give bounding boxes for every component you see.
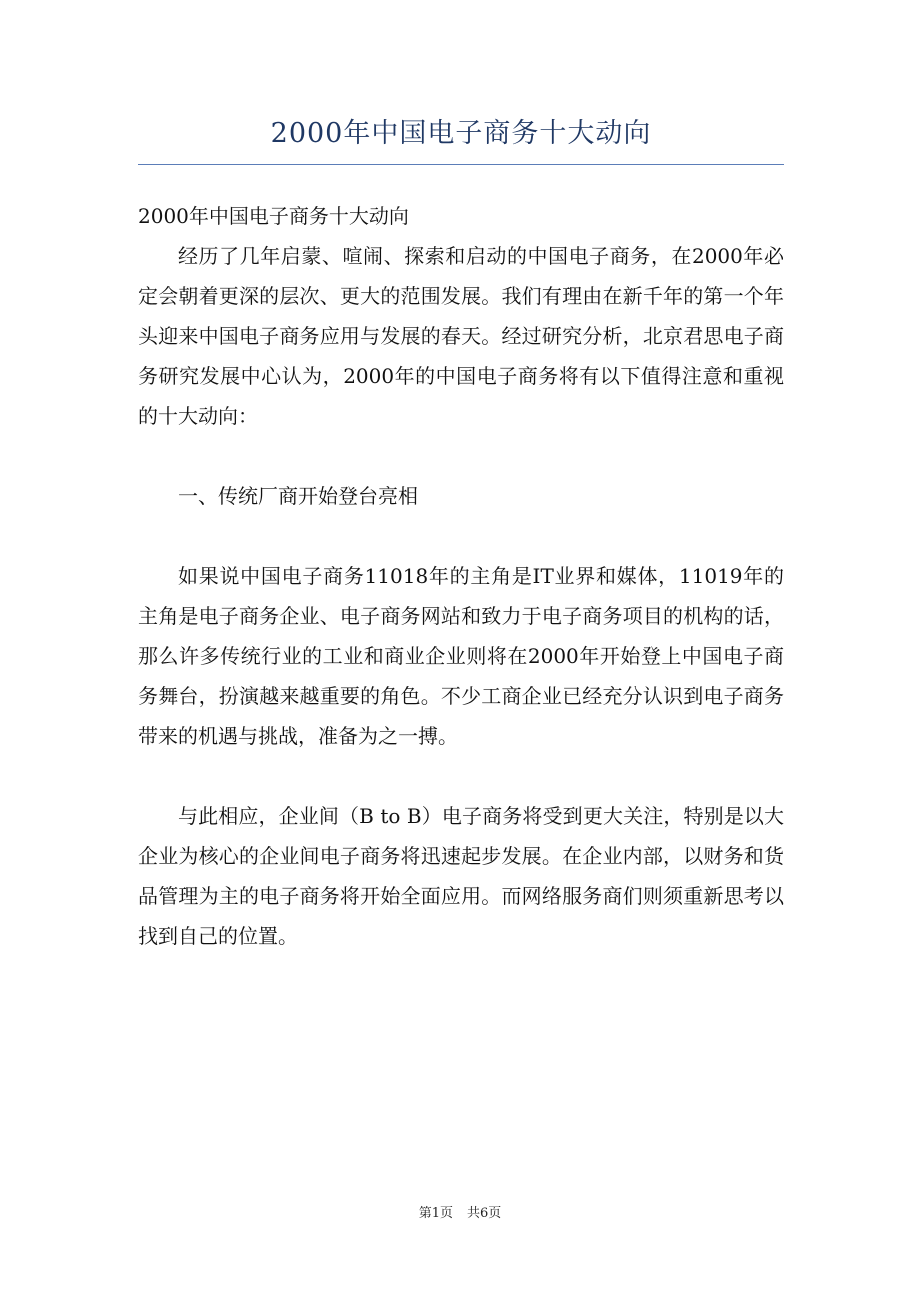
intro-paragraph: 经历了几年启蒙、喧闹、探索和启动的中国电子商务，在2000年必定会朝着更深的层次、更大的范围发展。我们有理由在新千年的第一个年头迎来中国电子商务应用与发展的春天。经过研究分析，北京君思电子商务研究发展中心认为，2000年的中国电子商务将有以下值得注意和重视的十大动向：	[138, 244, 784, 428]
page-footer	[0, 1204, 920, 1224]
spacer	[138, 516, 784, 556]
document-body	[138, 196, 784, 956]
spacer	[138, 756, 784, 796]
document-title: 2000年中国电子商务十大动向	[270, 118, 652, 149]
section1-paragraph-2: 与此相应，企业间（B to B）电子商务将受到更大关注，特别是以大企业为核心的企业间电子商务将迅速起步发展。在企业内部，以财务和货品管理为主的电子商务将开始全面应用。而网络服务商们则须重新思考以找到自己的位置。	[138, 804, 784, 948]
section1-paragraph-1: 如果说中国电子商务11018年的主角是IT业界和媒体，11019年的主角是电子商务企业、电子商务网站和致力于电子商务项目的机构的话，那么许多传统行业的工业和商业企业则将在2000年开始登上中国电子商务舞台，扮演越来越重要的角色。不少工商企业已经充分认识到电子商务带来的机遇与挑战，准备为之一搏。	[138, 564, 784, 748]
title-underline	[138, 164, 784, 165]
subtitle-line: 2000年中国电子商务十大动向	[138, 204, 409, 228]
page-number-current: 第1页	[418, 1206, 453, 1221]
section-heading-1: 一、传统厂商开始登台亮相	[178, 484, 418, 508]
page-number-total: 共6页	[467, 1206, 502, 1221]
spacer	[138, 436, 784, 476]
